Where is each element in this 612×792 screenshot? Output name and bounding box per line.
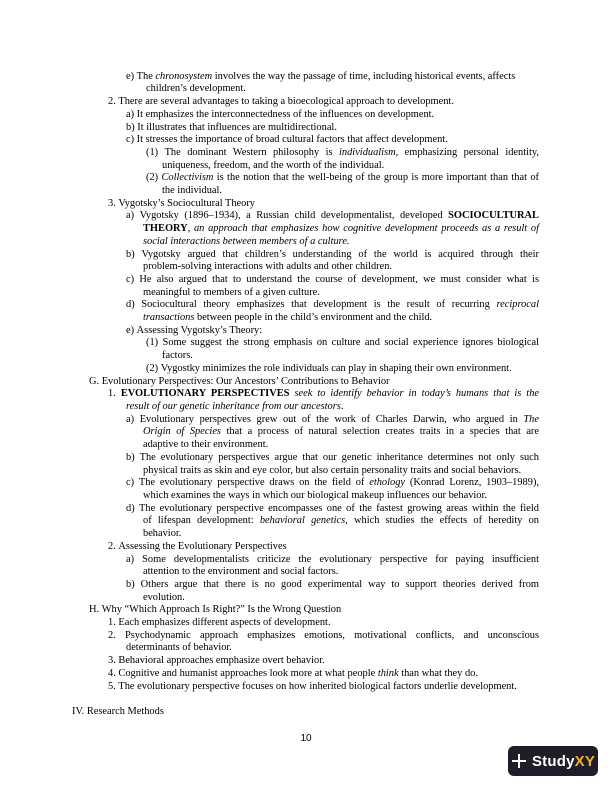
studyxy-logo: [508, 746, 598, 776]
plus-icon: [511, 753, 527, 769]
logo-text: [532, 753, 595, 770]
text-line: b) Others argue that there is no good experimental way to support theories derived from: [126, 579, 539, 590]
text-line: c) The evolutionary perspective draws on the field of ethology (Konrad Lorenz, 1903–1989),: [126, 477, 539, 488]
text-line: adaptive to their environment.: [143, 439, 269, 450]
text-line: transactions between people in the child’s environment and the child.: [143, 312, 433, 323]
text-line: 5. The evolutionary perspective focuses on how inherited biological factors underlie development.: [108, 681, 517, 692]
text-line: c) He also argued that to understand the course of development, we must consider what is: [126, 274, 539, 285]
logo-text-accent: XY: [574, 752, 596, 770]
text-line: a) Evolutionary perspectives grew out of the work of Charles Darwin, who argued in The: [126, 414, 539, 425]
text-line: of lifespan development: behavioral genetics, which studies the effects of heredity on: [143, 515, 539, 526]
text-line: behavior.: [143, 528, 182, 539]
text-line: meaningful to members of a given culture.: [143, 287, 320, 298]
text-line: 1. Each emphasizes different aspects of development.: [108, 617, 331, 628]
text-line: (1) Some suggest the strong emphasis on culture and social experience ignores biological: [146, 337, 539, 348]
text-line: which examines the ways in which our biological makeup influences our behavior.: [143, 490, 487, 501]
text-line: 4. Cognitive and humanist approaches look more at what people think than what they do.: [108, 668, 478, 679]
text-line: IV. Research Methods: [72, 706, 164, 717]
text-line: social interactions between members of a culture.: [143, 236, 350, 247]
text-line: 2. Assessing the Evolutionary Perspectives: [108, 541, 287, 552]
text-line: factors.: [162, 350, 193, 361]
text-line: the individual.: [162, 185, 223, 196]
text-line: problem-solving interactions with adults and other children.: [143, 261, 393, 272]
logo-text-main: Study: [531, 752, 575, 770]
page-number: 10: [300, 733, 312, 744]
text-line: attention to the environment and social factors.: [143, 566, 339, 577]
text-line: (2) Vygostky minimizes the role individuals can play in shaping their own environment.: [146, 363, 512, 374]
text-line: 2. Psychodynamic approach emphasizes emotions, motivational conflicts, and unconscious: [108, 630, 539, 641]
text-line: a) It emphasizes the interconnectedness of the influences on development.: [126, 109, 435, 120]
text-line: 2. There are several advantages to taking a bioecological approach to development.: [108, 96, 454, 107]
text-line: Origin of Species that a process of natural selection creates traits in a species that are: [143, 426, 539, 437]
text-line: e) Assessing Vygotsky’s Theory:: [126, 325, 263, 336]
text-line: G. Evolutionary Perspectives: Our Ancestors’ Contributions to Behavior: [89, 376, 390, 387]
text-line: H. Why “Which Approach Is Right?” Is the Wrong Question: [89, 604, 342, 615]
text-line: THEORY, an approach that emphasizes how cognitive development proceeds as a result of: [143, 223, 539, 234]
text-line: d) The evolutionary perspective encompasses one of the fastest growing areas within the field: [126, 503, 539, 514]
text-line: a) Some developmentalists criticize the evolutionary perspective for paying insufficient: [126, 554, 539, 565]
text-line: b) It illustrates that influences are multidirectional.: [126, 122, 337, 133]
text-line: result of our genetic inheritance from our ancestors.: [126, 401, 344, 412]
text-line: 1. EVOLUTIONARY PERSPECTIVES seek to identify behavior in today’s humans that is the: [108, 388, 540, 399]
text-line: d) Sociocultural theory emphasizes that development is the result of recurring reciprocal: [126, 299, 539, 310]
text-line: e) The chronosystem involves the way the passage of time, including historical events, affects: [126, 71, 516, 82]
text-line: (1) The dominant Western philosophy is individualism, emphasizing personal identity,: [146, 147, 539, 158]
text-line: b) Vygotsky argued that children’s understanding of the world is acquired through their: [126, 249, 539, 260]
text-line: c) It stresses the importance of broad cultural factors that affect development.: [126, 134, 448, 145]
text-line: b) The evolutionary perspectives argue that our genetic inheritance determines not only such: [126, 452, 539, 463]
text-line: 3. Vygotsky’s Sociocultural Theory: [108, 198, 255, 209]
text-line: a) Vygotsky (1896–1934), a Russian child developmentalist, developed SOCIOCULTURAL: [126, 210, 539, 221]
text-line: determinants of behavior.: [126, 642, 232, 653]
text-line: children’s development.: [146, 83, 246, 94]
text-line: evolution.: [143, 592, 185, 603]
text-line: uniqueness, freedom, and the worth of the individual.: [162, 160, 385, 171]
text-line: (2) Collectivism is the notion that the well-being of the group is more important than that of: [146, 172, 539, 183]
text-line: physical traits as skin and eye color, but also certain personality traits and social behaviors.: [143, 465, 522, 476]
text-line: 3. Behavioral approaches emphasize overt behavior.: [108, 655, 325, 666]
